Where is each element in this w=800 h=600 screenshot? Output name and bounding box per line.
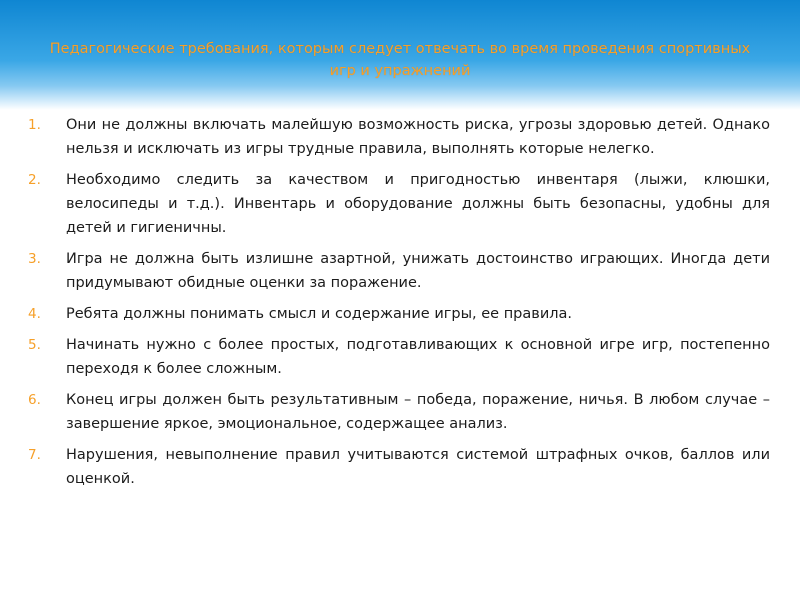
list-item-text: Необходимо следить за качеством и пригодностью инвентаря (лыжи, клюшки, велосипеды и т.д.). Инвентарь и оборудование должны быть безопасны, удобны для детей и гигиеничны.: [66, 172, 770, 236]
list-item-text: Они не должны включать малейшую возможность риска, угрозы здоровью детей. Однако нельзя и исключать из игры трудные правила, выполнять которые нелегко.: [66, 117, 770, 157]
list-item-number: 7.: [28, 447, 41, 463]
list-item: [28, 302, 770, 326]
list-item-text: Нарушения, невыполнение правил учитываются системой штрафных очков, баллов или оценкой.: [66, 447, 770, 487]
list-item-number: 6.: [28, 392, 41, 408]
list-item-text: Ребята должны понимать смысл и содержание игры, ее правила.: [66, 306, 572, 322]
slide-title: Педагогические требования, которым следует отвечать во время проведения спортивных игр и упражнений: [49, 41, 751, 79]
list-item-text: Начинать нужно с более простых, подготавливающих к основной игре игр, постепенно переходя к более сложным.: [66, 337, 770, 377]
list-item: [28, 388, 770, 436]
list-item: [28, 168, 770, 240]
list-item-number: 3.: [28, 251, 41, 267]
list-item: [28, 113, 770, 161]
list-item-number: 5.: [28, 337, 41, 353]
list-item-number: 1.: [28, 117, 41, 133]
list-item-text: Конец игры должен быть результативным – победа, поражение, ничья. В любом случае – завершение яркое, эмоциональное, содержащее анализ.: [66, 392, 770, 432]
list-item-text: Игра не должна быть излишне азартной, унижать достоинство играющих. Иногда дети придумывают обидные оценки за поражение.: [66, 251, 770, 291]
list-item: [28, 443, 770, 491]
list-item-number: 2.: [28, 172, 41, 188]
list-item-number: 4.: [28, 306, 41, 322]
list-item: [28, 333, 770, 381]
list-item: [28, 247, 770, 295]
requirements-list: [28, 113, 770, 498]
